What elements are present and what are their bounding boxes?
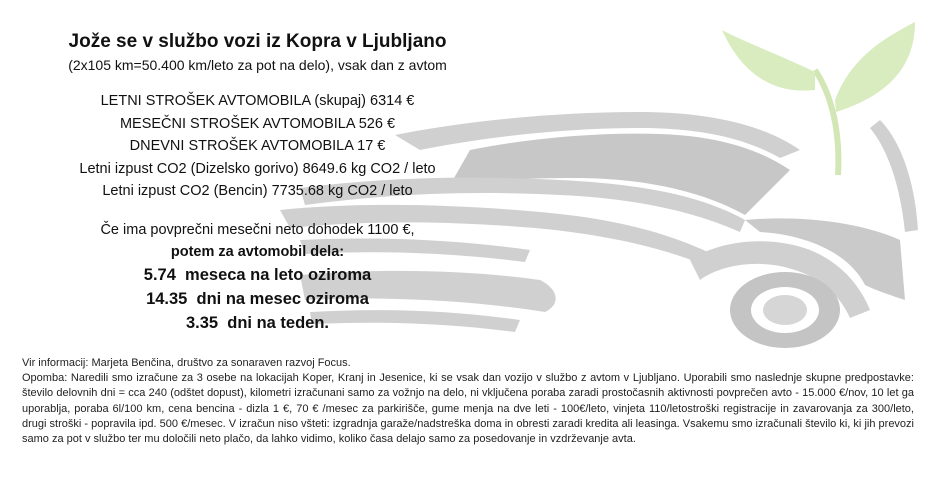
page-subtitle: (2x105 km=50.400 km/leto za pot na delo), vsak dan z avtom [68, 57, 447, 73]
days-week-result: 3.35 dni na teden. [185, 313, 330, 332]
methodology-note: Opomba: Naredili smo izračune za 3 osebe na lokacijah Koper, Kranj in Jesenice, ki se vsak dan vozijo v službo z avtom v Ljubljano. Uporabili smo naslednje skupne predpostavke: število delovnih dni = cca 240 (odštet dopust), kilometri izračunani samo za vožnjo na delo, ni vključena poraba zaradi prostočasnih aktivnosti povprečen avto - 15.000 €/nov, 10 let ga uporablja, poraba 6l/100 km, cena bencina - dizla 1 €, 70 € /mesec za parkirišče, gume menja na dve leti - 100€/leto, vinjeta 110/letostroški registracije in zavarovanja za 300/leto, drugi stroški - popravila ipd. 500 €/mesec. V izračun niso všteti: izgradnja garaže/nadstreška doma in obresti zaradi kredita ali leasinga. Vsakemu smo izračunali število ki, ki jih prevozi samo za pot v službo ter mu določili neto plačo, da lahko vidimo, koliko časa delajo samo za posedovanje in vzdrževanje avta. [22, 372, 914, 446]
annual-cost: LETNI STROŠEK AVTOMOBILA (skupaj) 6314 € [100, 93, 415, 109]
page-title: Jože se v službo vozi iz Kopra v Ljubljano [68, 31, 447, 52]
main-text-block [0, 30, 515, 335]
days-month-result: 14.35 dni na mesec oziroma [146, 289, 369, 308]
co2-petrol: Letni izpust CO2 (Bencin) 7735.68 kg CO2 / leto [102, 183, 413, 199]
monthly-cost: MESEČNI STROŠEK AVTOMOBILA 526 € [119, 115, 396, 132]
cost-summary [0, 90, 515, 203]
co2-diesel: Letni izpust CO2 (Dizelsko gorivo) 8649.6 kg CO2 / leto [79, 160, 436, 177]
income-summary [0, 219, 515, 335]
source-note: Vir informacij: Marjeta Benčina, društvo za sonaraven razvoj Focus. [22, 357, 351, 369]
footer-notes [22, 356, 914, 447]
income-line: Če ima povprečni mesečni neto dohodek 1100 €, [100, 221, 415, 238]
income-lead: potem za avtomobil dela: [170, 243, 345, 260]
daily-cost: DNEVNI STROŠEK AVTOMOBILA 17 € [129, 138, 386, 154]
months-result: 5.74 meseca na leto oziroma [143, 265, 372, 284]
